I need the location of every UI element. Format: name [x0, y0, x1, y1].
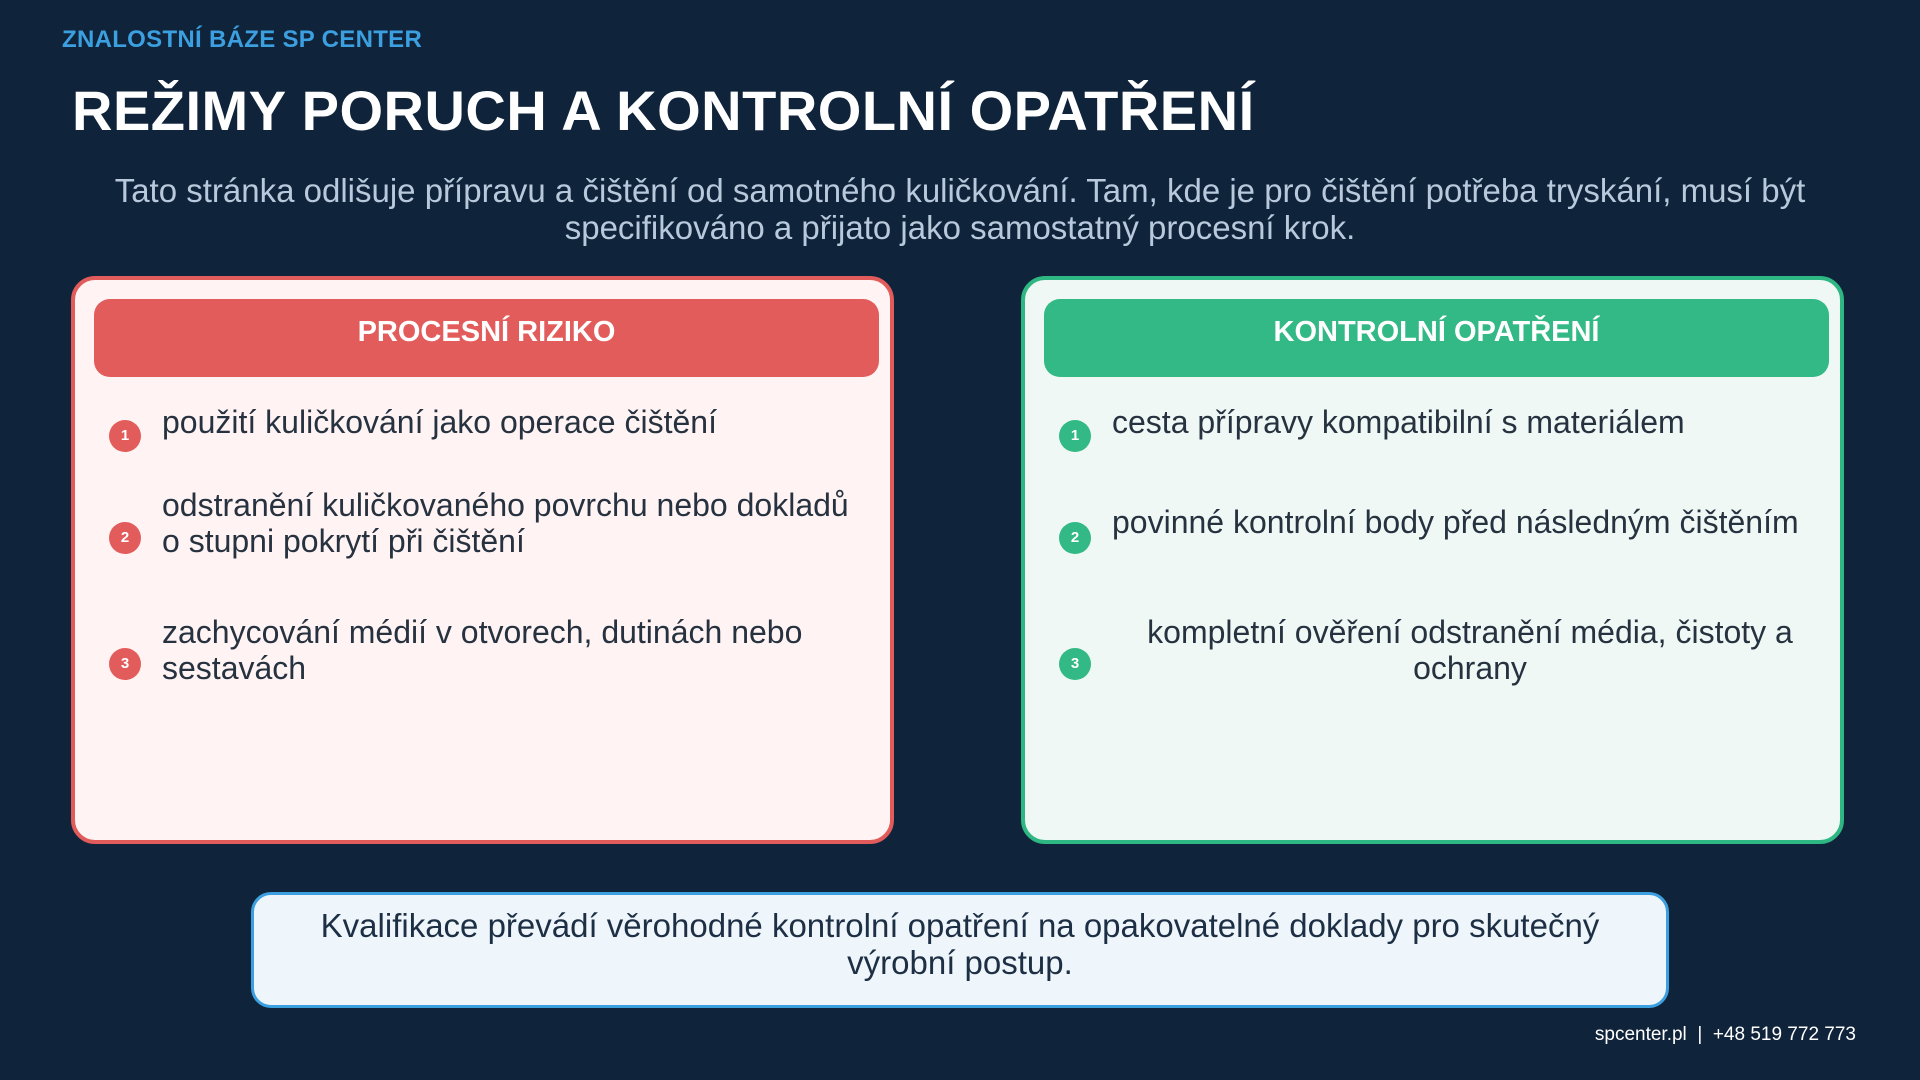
risk-number-badge: 3: [109, 648, 141, 680]
control-item-text: kompletní ověření odstranění média, čistoty a ochrany: [1147, 614, 1793, 686]
subtitle: Tato stránka odlišuje přípravu a čištění od samotného kuličkování. Tam, kde je pro čištění potřeba tryskání, musí být specifikováno a přijato jako samostatný procesní krok.: [114, 172, 1806, 246]
risk-number-badge: 1: [109, 420, 141, 452]
kicker: ZNALOSTNÍ BÁZE SP CENTER: [62, 26, 423, 53]
qualification-text: Kvalifikace převádí věrohodné kontrolní opatření na opakovatelné doklady pro skutečný výrobní postup.: [320, 907, 1600, 981]
contact-info: spcenter.pl | +48 519 772 773: [1594, 1024, 1856, 1045]
control-item: [1059, 394, 1819, 484]
control-number-badge: 2: [1059, 522, 1091, 554]
risk-number-badge: 2: [109, 522, 141, 554]
risk-item: [109, 394, 869, 484]
risk-item: [109, 614, 869, 712]
risk-item-text: odstranění kuličkovaného povrchu nebo dokladů o stupni pokrytí při čištění: [162, 487, 849, 559]
risk-panel: [71, 276, 894, 844]
control-panel: [1021, 276, 1844, 844]
control-item-text: cesta přípravy kompatibilní s materiálem: [1112, 404, 1685, 440]
control-number-badge: 1: [1059, 420, 1091, 452]
control-item-text: povinné kontrolní body před následným čištěním: [1112, 504, 1799, 540]
page-title: REŽIMY PORUCH A KONTROLNÍ OPATŘENÍ: [72, 79, 1255, 142]
risk-item-text: zachycování médií v otvorech, dutinách nebo sestavách: [162, 614, 803, 686]
control-item: [1059, 614, 1819, 712]
qualification-callout: [251, 892, 1669, 1008]
risk-panel-header: PROCESNÍ RIZIKO: [94, 299, 879, 377]
risk-item: [109, 487, 869, 586]
risk-item-text: použití kuličkování jako operace čištění: [162, 404, 717, 440]
control-item: [1059, 496, 1819, 586]
control-panel-header: KONTROLNÍ OPATŘENÍ: [1044, 299, 1829, 377]
control-number-badge: 3: [1059, 648, 1091, 680]
